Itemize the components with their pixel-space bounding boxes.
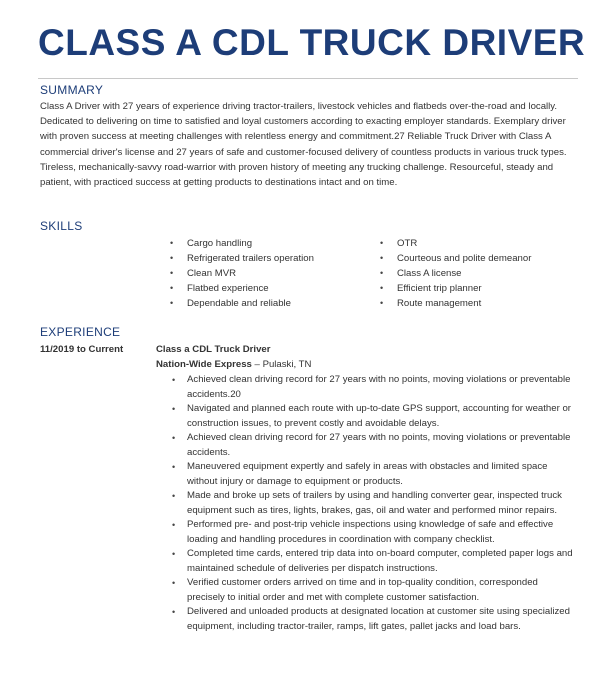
bullet-icon: • [380,253,384,263]
bullet-icon: • [172,462,176,472]
skill-item: • Class A license [380,268,462,279]
bullet-icon: • [170,283,174,293]
duty-item: • Verified customer orders arrived on time and in top-quality condition, corresponded precisely to initial order and met with complete customer satisfaction. [172,577,538,603]
bullet-icon: • [172,491,176,501]
duty-item: • Navigated and planned each route with up-to-date GPS support, accounting for weather or construction issues, to prevent costly and avoidable delays. [172,403,571,429]
skills-list-left [170,236,314,311]
bullet-icon: • [170,238,174,248]
bullet-icon: • [170,253,174,263]
summary-text: Class A Driver with 27 years of experience driving tractor-trailers, livestock vehicles and flatbeds over-the-road and locally. Dedicated to delivering on time to satisfied and loyal customers according to exacting employer standards. Exemplary driver with proven success at meeting challenges with relentless energy and commitment.27 Reliable Truck Driver with Class A commercial driver's license and 27 years of safe and customer-focused delivery of countless products in various truck types. Tireless, mechanically-savvy road-warrior with proven history of meeting any trucking challenge. Resourceful, steady and patient, with practiced success at getting products to destinations intact and on time. [40,101,567,189]
job-title: Class a CDL Truck Driver [156,344,271,355]
duty-item: • Achieved clean driving record for 27 years with no points, moving violations or preventable accidents. [172,432,571,458]
skill-item: • Efficient trip planner [380,283,482,294]
skill-item: • Flatbed experience [170,283,269,294]
duty-item: • Delivered and unloaded products at designated location at customer site using specialized equipment, including tractor-trailer, ramps, lift gates, pallet jacks and load bars. [172,606,570,632]
skill-item: • Refrigerated trailers operation [170,253,314,264]
company-separator: – [254,359,260,370]
duty-item: • Performed pre- and post-trip vehicle inspections using knowledge of safe and effective loading and handling procedures in coordination with company checklist. [172,519,554,545]
job-dates: 11/2019 to Current [40,344,124,355]
bullet-icon: • [172,375,176,385]
bullet-icon: • [172,520,176,530]
job-location: Pulaski, TN [262,359,312,370]
header-divider [38,78,578,79]
skills-heading: SKILLS [40,219,83,233]
bullet-icon: • [172,578,176,588]
duty-item: • Maneuvered equipment expertly and safely in areas with obstacles and limited space without injury or damage to equipment or products. [172,461,548,487]
company-name: Nation-Wide Express [156,359,252,370]
bullet-icon: • [170,298,174,308]
bullet-icon: • [172,607,176,617]
duty-item: • Completed time cards, entered trip data into on-board computer, completed paper logs and maintained schedule of deliveries per dispatch instructions. [172,548,573,574]
skill-item: • Dependable and reliable [170,298,292,309]
experience-heading: EXPERIENCE [40,325,121,339]
skill-item: • Cargo handling [170,238,253,249]
bullet-icon: • [170,268,174,278]
bullet-icon: • [380,238,384,248]
skill-item: • OTR [380,238,418,249]
duties-list [172,373,577,634]
bullet-icon: • [172,433,176,443]
candidate-name: CLASS A CDL TRUCK DRIVER [38,22,586,63]
bullet-icon: • [380,298,384,308]
duty-item: • Achieved clean driving record for 27 years with no points, moving violations or preventable accidents.20 [172,374,571,400]
skill-item: • Clean MVR [170,268,237,279]
skill-item: • Route management [380,298,482,309]
bullet-icon: • [172,404,176,414]
bullet-icon: • [380,268,384,278]
bullet-icon: • [380,283,384,293]
company-line [156,359,311,370]
skills-list-right [380,236,531,311]
skill-item: • Courteous and polite demeanor [380,253,532,264]
bullet-icon: • [172,549,176,559]
summary-heading: SUMMARY [40,83,104,97]
duty-item: • Made and broke up sets of trailers by using and handling converter gear, inspected truck equipment such as tires, lights, brakes, gas, oil and water and performed minor repairs. [172,490,562,516]
